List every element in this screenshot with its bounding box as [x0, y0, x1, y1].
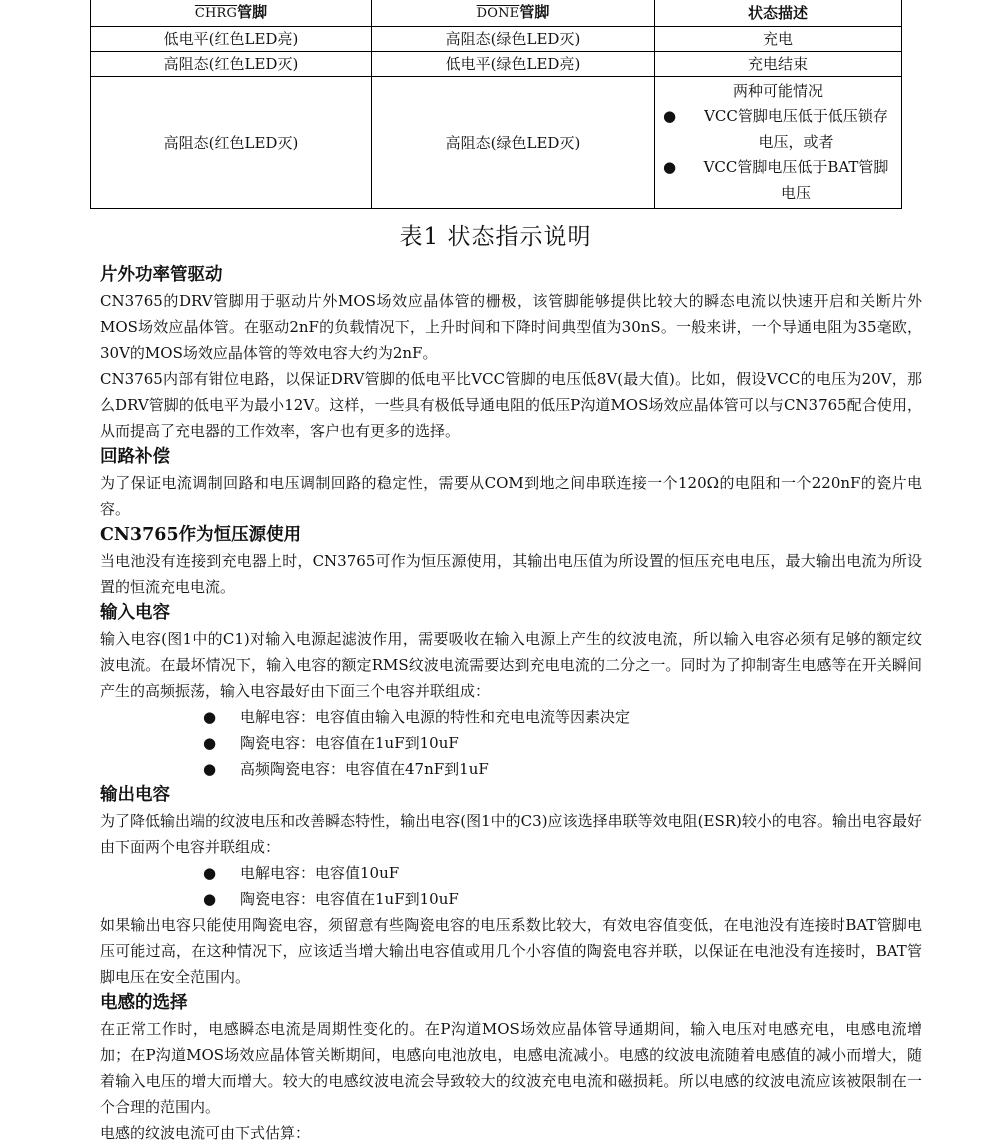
list-item-text: 陶瓷电容：电容值在1uF到10uF	[240, 890, 459, 908]
section-heading: 电感的选择	[100, 993, 188, 1013]
list-item	[100, 886, 922, 912]
paragraph: 电感的纹波电流可由下式估算：	[100, 1124, 311, 1142]
bullet-icon: ●	[203, 760, 217, 778]
table-row	[91, 52, 902, 77]
paragraph: CN3765的DRV管脚用于驱动片外MOS场效应晶体管的栅极，该管脚能够提供比较大的瞬态电流以快速开启和关断片外MOS场效应晶体管。在驱动2nF的负载情况下，上升时间和下降时间典型值为30nS。一般来讲，一个导通电阻为35毫欧，30V的MOS场效应晶体管的等效电容大约为2nF。	[100, 292, 922, 362]
bullet-icon: ●	[203, 890, 217, 908]
list-item	[100, 704, 922, 730]
list-item	[100, 730, 922, 756]
table-cell: 高阻态(红色LED灭)	[91, 77, 372, 209]
bullet-icon: ●	[663, 158, 677, 177]
list-item-text: VCC管脚电压低于BAT管脚电压	[703, 158, 889, 202]
table-cell: 高阻态(红色LED灭)	[91, 52, 372, 77]
bullet-icon: ●	[203, 864, 217, 882]
table-cell: 充电结束	[655, 52, 902, 77]
paragraph: 输入电容(图1中的C1)对输入电源起滤波作用，需要吸收在输入电源上产生的纹波电流，所以输入电容必须有足够的额定纹波电流。在最坏情况下，输入电容的额定RMS纹波电流需要达到充电电流的二分之一。同时为了抑制寄生电感等在开关瞬间产生的高频振荡，输入电容最好由下面三个电容并联组成：	[100, 630, 922, 700]
paragraph: 在正常工作时，电感瞬态电流是周期性变化的。在P沟道MOS场效应晶体管导通期间，输入电压对电感充电，电感电流增加；在P沟道MOS场效应晶体管关断期间，电感向电池放电，电感电流减小。电感的纹波电流随着电感值的减小而增大，随着输入电压的增大而增大。较大的电感纹波电流会导致较大的纹波充电电流和磁损耗。所以电感的纹波电流应该被限制在一个合理的范围内。	[100, 1020, 922, 1116]
section-heading: 回路补偿	[100, 447, 170, 467]
header-status: 状态描述	[655, 0, 902, 27]
body-content	[100, 262, 922, 1146]
section-heading: 输入电容	[100, 603, 170, 623]
table-header-row	[91, 0, 902, 27]
status-table	[90, 0, 902, 209]
paragraph: 当电池没有连接到充电器上时，CN3765可作为恒压源使用，其输出电压值为所设置的恒压充电电压，最大输出电流为所设置的恒流充电电流。	[100, 552, 922, 596]
chrg-pin-name: CHRG	[194, 6, 238, 21]
list-item	[100, 860, 922, 886]
paragraph: 如果输出电容只能使用陶瓷电容，须留意有些陶瓷电容的电压系数比较大，有效电容值变低，在电池没有连接时BAT管脚电压可能过高，在这种情况下，应该适当增大输出电容值或用几个小容值的陶瓷电容并联，以保证在电池没有连接时，BAT管脚电压在安全范围内。	[100, 916, 922, 986]
table-cell: 充电	[655, 27, 902, 52]
list-item	[661, 104, 895, 155]
table-cell: 低电平(绿色LED亮)	[372, 52, 655, 77]
list-item-text: 高频陶瓷电容：电容值在47nF到1uF	[240, 760, 489, 778]
section-heading: CN3765作为恒压源使用	[100, 525, 302, 545]
header-suffix: 管脚	[237, 3, 268, 21]
paragraph: CN3765内部有钳位电路，以保证DRV管脚的低电平比VCC管脚的电压低8V(最大值)。比如，假设VCC的电压为20V，那么DRV管脚的低电平为最小12V。这样，一些具有极低导通电阻的低压P沟道MOS场效应晶体管可以与CN3765配合使用，从而提高了充电器的工作效率，客户也有更多的选择。	[100, 370, 922, 440]
table-cell: 低电平(红色LED亮)	[91, 27, 372, 52]
bullet-icon: ●	[203, 734, 217, 752]
list-item-text: 电解电容：电容值由输入电源的特性和充电电流等因素决定	[240, 708, 631, 726]
table-cell: 高阻态(绿色LED灭)	[372, 27, 655, 52]
table-caption: 表1 状态指示说明	[399, 224, 592, 250]
list-item-text: 电解电容：电容值10uF	[240, 864, 400, 882]
table-row	[91, 77, 902, 209]
paragraph: 为了降低输出端的纹波电压和改善瞬态特性，输出电容(图1中的C3)应该选择串联等效电阻(ESR)较小的电容。输出电容最好由下面两个电容并联组成：	[100, 812, 922, 856]
header-chrg	[91, 0, 372, 27]
table-row	[91, 27, 902, 52]
header-suffix: 管脚	[519, 3, 550, 21]
desc-intro: 两种可能情况	[732, 81, 823, 100]
input-capacitor-list	[100, 704, 922, 782]
status-description-cell	[655, 77, 902, 209]
paragraph: 为了保证电流调制回路和电压调制回路的稳定性，需要从COM到地之间串联连接一个120Ω的电阻和一个220nF的瓷片电容。	[100, 474, 922, 518]
list-item-text: 陶瓷电容：电容值在1uF到10uF	[240, 734, 459, 752]
list-item	[100, 756, 922, 782]
done-pin-name: DONE	[476, 6, 520, 21]
list-item	[661, 155, 895, 206]
header-done	[372, 0, 655, 27]
section-heading: 输出电容	[100, 785, 170, 805]
output-capacitor-list	[100, 860, 922, 912]
table-cell: 高阻态(绿色LED灭)	[372, 77, 655, 209]
bullet-icon: ●	[663, 107, 677, 126]
bullet-icon: ●	[203, 708, 217, 726]
section-heading: 片外功率管驱动	[100, 265, 223, 285]
list-item-text: VCC管脚电压低于低压锁存电压，或者	[704, 107, 888, 151]
